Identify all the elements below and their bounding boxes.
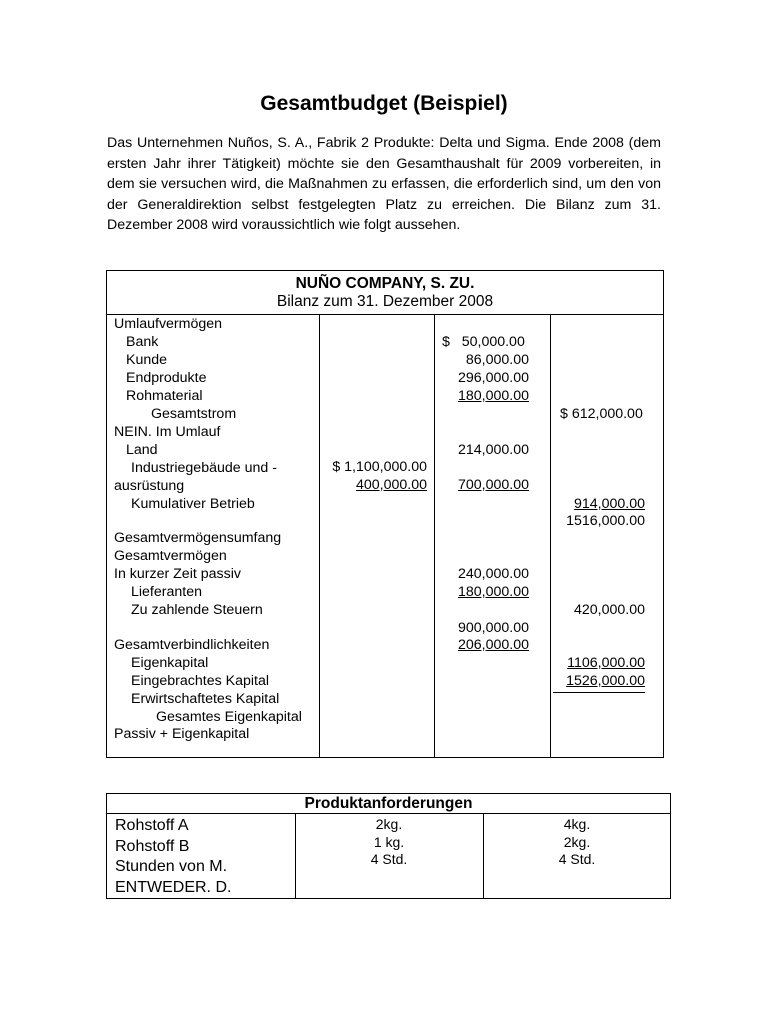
value-abschreibung: 400,000.00 <box>355 477 427 493</box>
requirements-labels <box>115 816 231 898</box>
req-value: 4kg. <box>563 816 591 832</box>
label-kumulativ: Kumulativer Betrieb <box>131 496 255 512</box>
value-900: 900,000.00 <box>457 620 529 636</box>
value-bank: $ 50,000.00 <box>442 334 525 350</box>
label-kurzpassiv: In kurzer Zeit passiv <box>114 566 241 582</box>
label-endprodukte: Endprodukte <box>126 370 207 386</box>
req-value: 2kg. <box>563 833 591 850</box>
value-industrie: $ 1,100,000.00 <box>332 459 427 475</box>
label-gesamtvermoegen: Gesamtvermögen <box>114 548 227 564</box>
intro-paragraph <box>107 133 661 236</box>
value-steuern: 420,000.00 <box>573 602 645 618</box>
req-value: 2kg. <box>375 816 403 832</box>
value-passiv: 1526,000.00 <box>553 672 645 693</box>
label-eigenkapital: Eigenkapital <box>131 655 209 671</box>
req-value: 4 Std. <box>558 851 596 867</box>
value-206: 206,000.00 <box>457 637 529 653</box>
label-gesamteigen: Gesamtes Eigenkapital <box>156 709 302 725</box>
label-umlauf: Umlaufvermögen <box>114 316 223 332</box>
label-erwirtschaftet: Erwirtschaftetes Kapital <box>131 691 280 707</box>
label-gesamtstrom: Gesamtstrom <box>151 406 237 422</box>
value-land: 214,000.00 <box>457 442 529 458</box>
req-label: Rohstoff A <box>115 817 189 834</box>
value-rohmaterial: 180,000.00 <box>457 388 529 404</box>
column-divider <box>319 315 320 757</box>
requirements-table <box>106 793 671 899</box>
balance-header <box>107 271 663 315</box>
value-gesamt: 1516,000.00 <box>566 513 645 529</box>
label-gesamtumfang: Gesamtvermögensumfang <box>114 530 282 546</box>
value-lieferanten: 180,000.00 <box>457 584 529 600</box>
label-ausruestung: ausrüstung <box>114 478 185 494</box>
value-netto: 700,000.00 <box>457 477 529 493</box>
balance-sheet-table <box>106 270 664 758</box>
label-industrie: Industriegebäude und - <box>131 460 277 476</box>
column-divider <box>550 315 551 757</box>
label-rohmaterial: Rohmaterial <box>126 388 203 404</box>
requirements-title: Produktanforderungen <box>107 794 670 814</box>
intro-text: Das Unternehmen Nuños, S. A., Fabrik 2 Produkte: Delta und Sigma. Ende 2008 (dem ersten Jahr ihrer Tätigkeit) möchte sie den Gesamthaushalt für 2009 vorbereiten, in dem sie versuchen wird, die Maßnahmen zu erfassen, die erforderlich sind, um den von der Generaldirektion selbst festgelegten Platz zu erreichen. Die Bilanz zum 31. Dezember 2008 wird voraussichtlich wie folgt aussehen. <box>107 135 661 233</box>
label-eingebracht: Eingebrachtes Kapital <box>131 673 270 689</box>
label-passivplus: Passiv + Eigenkapital <box>114 726 250 742</box>
value-eigen: 1106,000.00 <box>567 655 645 671</box>
label-lieferanten: Lieferanten <box>131 584 202 600</box>
req-label: Rohstoff B <box>115 837 190 855</box>
label-gesamtverb: Gesamtverbindlichkeiten <box>114 637 270 653</box>
label-kunde: Kunde <box>126 352 168 368</box>
value-endprodukte: 296,000.00 <box>457 370 529 386</box>
req-value: 4 Std. <box>370 851 408 867</box>
column-divider <box>434 315 435 757</box>
requirements-col-1 <box>295 816 483 869</box>
label-steuern: Zu zahlende Steuern <box>131 602 263 618</box>
label-bank: Bank <box>126 334 159 350</box>
label-nein: NEIN. Im Umlauf <box>114 424 221 440</box>
label-land: Land <box>126 442 158 458</box>
req-value: 1 kg. <box>373 833 405 850</box>
company-name: NUÑO COMPANY, S. ZU. <box>295 275 475 292</box>
value-kunde: 86,000.00 <box>465 352 529 368</box>
req-label: Stunden von M. <box>115 858 228 875</box>
value-kurz: 240,000.00 <box>457 566 529 582</box>
req-label: ENTWEDER. D. <box>115 878 232 896</box>
value-kumulativ: 914,000.00 <box>573 496 645 512</box>
requirements-col-2 <box>483 816 671 869</box>
page-title: Gesamtbudget (Beispiel) <box>260 92 508 115</box>
balance-subtitle: Bilanz zum 31. Dezember 2008 <box>276 293 494 310</box>
value-gesamtstrom: $ 612,000.00 <box>560 406 643 422</box>
